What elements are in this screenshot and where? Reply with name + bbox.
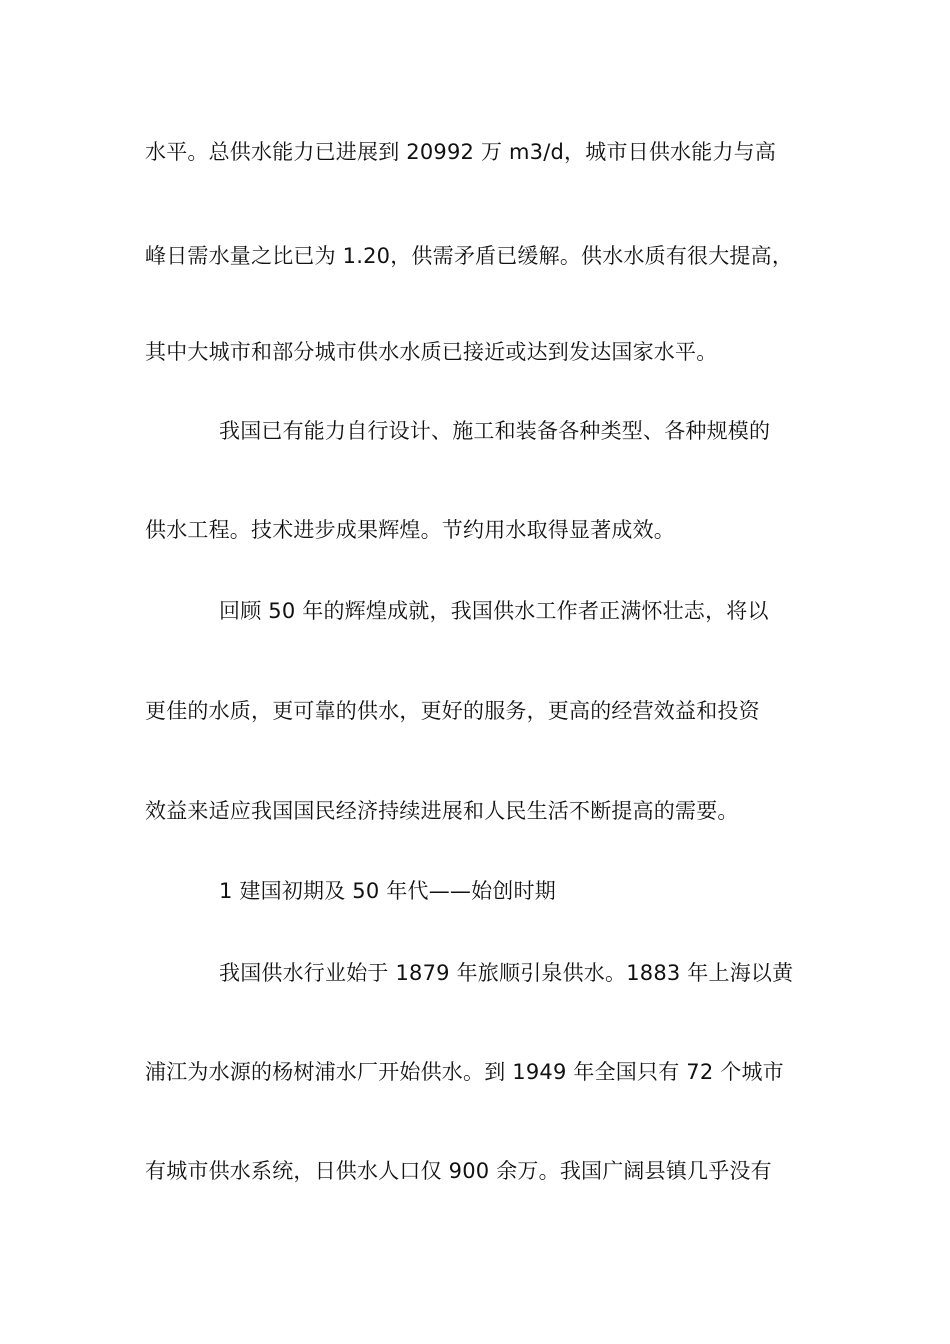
text-line: 更佳的水质，更可靠的供水，更好的服务，更高的经营效益和投资	[145, 699, 760, 723]
text-line: 其中大城市和部分城市供水水质已接近或达到发达国家水平。	[145, 340, 718, 364]
paragraph-start-line: 我国已有能力自行设计、施工和装备各种类型、各种规模的	[219, 419, 771, 443]
paragraph-start-line: 回顾 50 年的辉煌成就，我国供水工作者正满怀壮志，将以	[219, 599, 769, 623]
text-line: 效益来适应我国国民经济持续进展和人民生活不断提高的需要。	[145, 799, 739, 823]
section-heading: 1 建国初期及 50 年代——始创时期	[219, 879, 556, 903]
text-line: 峰日需水量之比已为 1.20，供需矛盾已缓解。供水水质有很大提高，	[145, 244, 794, 268]
text-line: 浦江为水源的杨树浦水厂开始供水。到 1949 年全国只有 72 个城市	[145, 1060, 784, 1084]
text-line: 有城市供水系统，日供水人口仅 900 余万。我国广阔县镇几乎没有	[145, 1159, 772, 1183]
paragraph-start-line: 我国供水行业始于 1879 年旅顺引泉供水。1883 年上海以黄	[219, 961, 794, 985]
text-line: 水平。总供水能力已进展到 20992 万 m3/d，城市日供水能力与高	[145, 140, 777, 164]
text-line: 供水工程。技术进步成果辉煌。节约用水取得显著成效。	[145, 518, 675, 542]
